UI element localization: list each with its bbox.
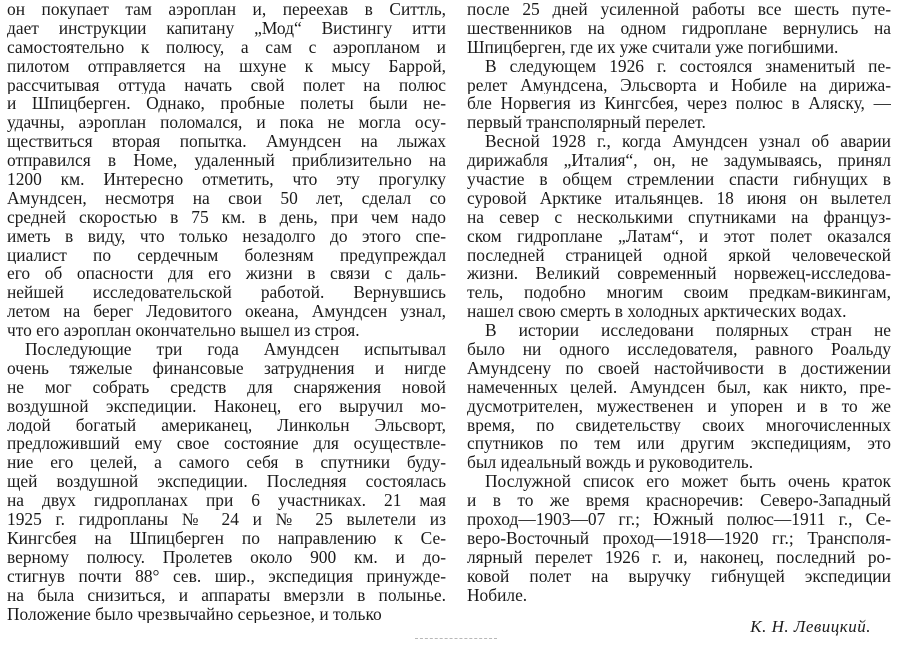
- text-line: он покупает там аэроплан и, переехав в Ситтль,: [7, 0, 446, 19]
- text-line: 1200 км. Интересно отметить, что эту прогулку: [7, 170, 446, 189]
- text-line: Весной 1928 г., когда Амундсен узнал об аварии: [485, 132, 891, 152]
- text-line: очень тяжелые финансовые затруднения и нигде: [7, 358, 446, 378]
- text-line: нейшей исследовательской работой. Вернувшись: [7, 283, 446, 303]
- text-line: Нобиле.: [467, 585, 528, 605]
- text-line: Амундсену по своей настойчивости в достижении: [467, 358, 891, 378]
- text-line: на была снизиться, и аппараты вмерзли в полынье.: [7, 585, 446, 605]
- text-line: на север с несколькими спутниками на француз-: [467, 207, 891, 227]
- text-line: иметь в виду, что только незадолго до этого спе-: [7, 226, 446, 246]
- left-column: [7, 0, 446, 623]
- text-line: на двух гидропланах при 6 участниках. 21 мая: [7, 491, 446, 511]
- text-line: шественников на одном гидроплане вернулись на: [467, 18, 891, 38]
- text-line: лодой богатый американец, Линкольн Эльсворт,: [7, 415, 446, 435]
- text-line: Кингсбея на Шпицберген по направлению к Се-: [7, 528, 446, 548]
- text-line: и в то же время красноречив: Северо-Западный: [467, 491, 891, 511]
- text-line: удачны, аэроплан поломался, и пока не могла осу-: [7, 113, 446, 133]
- text-line: самостоятельно к полюсу, а сам с аэропланом и: [7, 37, 446, 57]
- text-line: тель, подобно многим своим предкам-викингам,: [467, 283, 891, 303]
- text-line: ском гидроплане „Латам“, и этот полет оказался: [467, 226, 891, 246]
- text-line: и Шпицберген. Однако, пробные полеты были не-: [7, 94, 446, 114]
- text-line: его об опасности для его жизни в связи с даль-: [7, 264, 446, 284]
- text-line: В истории исследовани полярных стран не: [485, 321, 891, 341]
- text-line: 1925 г. гидропланы № 24 и № 25 вылетели из: [7, 510, 446, 529]
- text-line: бле Норвегия из Кингсбея, через полюс в Аляску, —: [467, 94, 891, 114]
- text-line: отправился в Номе, удаленный приблизительно на: [7, 151, 446, 171]
- text-line: время, по свидетельству своих многочисленных: [467, 415, 891, 435]
- text-line: после 25 дней усиленной работы все шесть путе-: [467, 0, 891, 19]
- text-line: средней скоростью в 75 км. в день, при чем надо: [7, 207, 446, 227]
- text-line: веро-Восточный проход—1918—1920 гг.; Трансполя-: [467, 528, 891, 548]
- text-line: предложивший ему свое состояние для осуществле-: [7, 434, 446, 454]
- text-line: лярный перелет 1926 г. и, наконец, последний ро-: [467, 547, 891, 567]
- text-line: стигнув почти 88° сев. шир., экспедиция принужде-: [7, 566, 446, 586]
- text-line: не мог собрать средств для снаряжения новой: [7, 377, 446, 397]
- author-signature: К. Н. Левицкий.: [750, 616, 871, 636]
- text-line: Последующие три года Амундсен испытывал: [25, 340, 446, 359]
- text-line: ществиться вторая попытка. Амундсен на лыжах: [7, 132, 446, 152]
- text-line: верному полюсу. Пролетев около 900 км. и до-: [7, 547, 446, 567]
- bottom-divider: [415, 638, 497, 639]
- text-line: релет Амундсена, Эльсворта и Нобиле на дирижа-: [467, 75, 891, 95]
- text-line: дусмотрителен, мужественен и упорен и в то же: [467, 396, 891, 416]
- text-line: жизни. Великий современный норвежец-исследова-: [467, 264, 891, 284]
- text-line: спутников по тем или другим экспедициям, это: [467, 434, 891, 454]
- text-line: Амундсен, несмотря на свои 50 лет, сделал со: [7, 188, 446, 208]
- text-line: ковой полет на выручку гибнущей экспедиции: [467, 566, 891, 586]
- text-line: последней страницей одной яркой человеческой: [467, 245, 891, 265]
- text-line: намеченных целей. Амундсен был, как никто, пре-: [467, 377, 891, 397]
- text-line: рассчитывая оттуда начать свой полет на полюс: [7, 75, 446, 95]
- text-line: что его аэроплан окончательно вышел из строя.: [7, 321, 360, 341]
- text-line: ние его целей, а самого себя в спутники буду-: [7, 453, 446, 473]
- text-line: суровой Арктике итальянцев. 18 июня он вылетел: [467, 188, 891, 208]
- text-line: Послужной список его может быть очень краток: [485, 472, 891, 492]
- text-line: первый трансполярный перелет.: [467, 113, 706, 133]
- text-line: участие в общем стремлении спасти гибнущих в: [467, 170, 891, 189]
- text-line: был идеальный вождь и руководитель.: [467, 453, 754, 473]
- text-line: Шпицберген, где их уже считали уже погибшими.: [467, 37, 839, 57]
- text-line: циалист по сердечным болезням предупреждал: [7, 245, 446, 265]
- text-line: пилотом отправляется на шхуне к мысу Баррой,: [7, 56, 446, 76]
- text-line: дирижабля „Италия“, он, не задумываясь, принял: [467, 151, 891, 171]
- text-line: дает инструкции капитану „Мод“ Вистингу итти: [7, 18, 446, 38]
- right-column: [467, 0, 891, 637]
- text-line: воздушной экспедиции. Наконец, его выручил мо-: [7, 396, 446, 416]
- text-line: летом на берег Ледовитого океана, Амундсен узнал,: [7, 302, 446, 322]
- text-line: В следующем 1926 г. состоялся знаменитый пе-: [485, 56, 891, 76]
- text-line: нашел свою смерть в холодных арктических водах.: [467, 302, 847, 322]
- text-line: щей воздушной экспедиции. Последняя состоялась: [7, 472, 446, 492]
- text-line: проход—1903—07 гг.; Южный полюс—1911 г., Се-: [467, 510, 891, 529]
- text-line: было ни одного исследователя, равного Роальду: [467, 340, 891, 359]
- text-line: Положение было чрезвычайно серьезное, и только: [7, 604, 382, 624]
